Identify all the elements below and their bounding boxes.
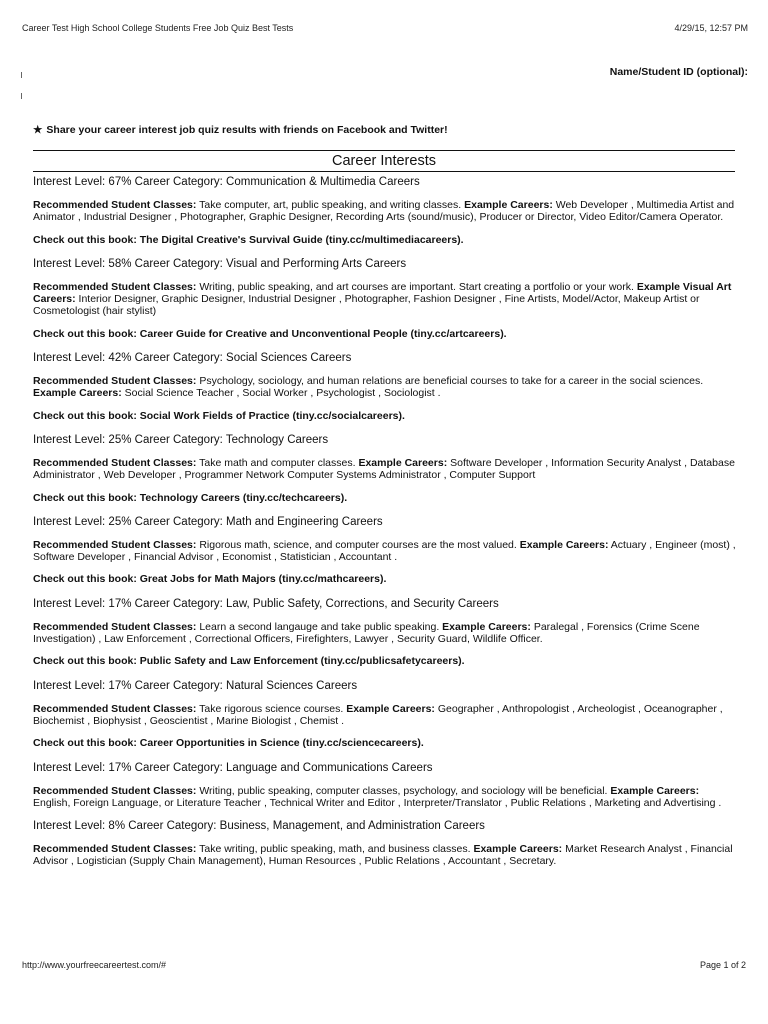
careers-label: Example Careers:	[33, 387, 122, 400]
book-label: Check out this book:	[33, 327, 137, 340]
interest-level-header: Interest Level: 25% Career Category: Math and Engineering Careers	[33, 515, 383, 528]
star-icon: ★	[33, 124, 43, 136]
recommended-classes	[33, 199, 739, 224]
interest-level-header: Interest Level: 17% Career Category: Law, Public Safety, Corrections, and Security Careers	[33, 597, 499, 610]
careers-label: Example Careers:	[519, 538, 609, 551]
classes-text: Take math and computer classes.	[199, 456, 356, 469]
classes-text: Writing, public speaking, computer classes, psychology, and sociology will be beneficial.	[199, 784, 608, 797]
book-label: Check out this book:	[33, 233, 137, 246]
classes-label: Recommended Student Classes:	[33, 280, 197, 293]
book-label: Check out this book:	[33, 409, 137, 422]
interest-level-header: Interest Level: 17% Career Category: Language and Communications Careers	[33, 761, 433, 774]
classes-text: Learn a second langauge and take public speaking.	[199, 620, 440, 633]
careers-label: Example Careers:	[442, 620, 531, 633]
classes-label: Recommended Student Classes:	[33, 538, 197, 551]
book-recommendation	[33, 655, 739, 667]
book-title: Career Opportunities in Science (tiny.cc/sciencecareers).	[139, 737, 424, 750]
career-entry	[33, 597, 739, 668]
careers-label: Example Careers:	[610, 784, 700, 797]
career-entry	[33, 515, 739, 586]
career-entry	[33, 819, 739, 868]
recommended-classes	[33, 785, 739, 810]
recommended-classes	[33, 457, 739, 482]
share-text: Share your career interest job quiz results with friends on Facebook and Twitter!	[46, 124, 448, 136]
classes-text: Rigorous math, science, and computer courses are the most valued.	[199, 538, 517, 551]
recommended-classes	[33, 281, 739, 318]
book-title: The Digital Creative's Survival Guide (tiny.cc/multimediacareers).	[139, 233, 464, 246]
classes-text: Take rigorous science courses.	[199, 702, 344, 715]
career-entry	[33, 257, 739, 340]
careers-text: Social Science Teacher , Social Worker , Psychologist , Sociologist .	[124, 387, 441, 400]
share-line	[33, 124, 448, 136]
recommended-classes	[33, 539, 739, 564]
careers-text: Market Research Analyst , Financial Advisor , Logistician (Supply Chain Management), Human Resources , Public Relations , Accountant , Secretary.	[33, 843, 733, 868]
careers-label: Example Careers:	[473, 843, 563, 856]
page-header-datetime: 4/29/15, 12:57 PM	[674, 23, 748, 33]
careers-label: Example Careers:	[346, 702, 435, 715]
classes-label: Recommended Student Classes:	[33, 702, 197, 715]
recommended-classes	[33, 621, 739, 646]
classes-label: Recommended Student Classes:	[33, 784, 197, 797]
book-title: Public Safety and Law Enforcement (tiny.cc/publicsafetycareers).	[139, 655, 465, 668]
section-top-rule	[33, 150, 735, 151]
book-label: Check out this book:	[33, 655, 137, 668]
classes-label: Recommended Student Classes:	[33, 843, 197, 856]
book-title: Career Guide for Creative and Unconventional People (tiny.cc/artcareers).	[139, 327, 507, 340]
book-title: Technology Careers (tiny.cc/techcareers).	[139, 491, 348, 504]
careers-text: Geographer , Anthropologist , Archeologist , Oceanographer , Biochemist , Biophysist , Geoscientist , Marine Biologist , Chemist .	[33, 702, 723, 727]
interest-level-header: Interest Level: 58% Career Category: Visual and Performing Arts Careers	[33, 257, 407, 270]
book-recommendation	[33, 492, 739, 504]
interest-level-header: Interest Level: 17% Career Category: Natural Sciences Careers	[33, 679, 358, 692]
book-recommendation	[33, 410, 739, 422]
interest-level-header: Interest Level: 8% Career Category: Business, Management, and Administration Careers	[33, 820, 485, 833]
book-label: Check out this book:	[33, 737, 137, 750]
classes-label: Recommended Student Classes:	[33, 199, 197, 211]
margin-mark	[21, 93, 22, 99]
recommended-classes	[33, 703, 739, 728]
interest-level-header: Interest Level: 67% Career Category: Communication & Multimedia Careers	[33, 176, 420, 188]
page-header-title: Career Test High School College Students Free Job Quiz Best Tests	[22, 23, 294, 33]
career-entry	[33, 679, 739, 750]
careers-text: Interior Designer, Graphic Designer, Industrial Designer , Photographer, Fashion Designer , Fine Artists, Model/Actor, Makeup Artist or Cosmetologist (hair stylist)	[33, 293, 700, 318]
career-entry	[33, 433, 739, 504]
book-label: Check out this book:	[33, 573, 137, 586]
book-title: Great Jobs for Math Majors (tiny.cc/mathcareers).	[139, 573, 387, 586]
section-title: Career Interests	[332, 153, 436, 169]
book-recommendation	[33, 737, 739, 749]
interest-level-header: Interest Level: 25% Career Category: Technology Careers	[33, 433, 329, 446]
careers-text: English, Foreign Language, or Literature Teacher , Technical Writer and Editor , Interpreter/Translator , Public Relations , Marketing and Advertising .	[33, 796, 722, 809]
book-recommendation	[33, 234, 739, 246]
careers-text: Software Developer , Information Security Analyst , Database Administrator , Web Developer , Programmer Network Computer Systems Administrator , Computer Support	[33, 456, 735, 482]
career-entry	[33, 351, 739, 422]
careers-label: Example Careers:	[358, 456, 448, 469]
name-field-label: Name/Student ID (optional):	[609, 66, 748, 78]
careers-text: Paralegal , Forensics (Crime Scene Investigation) , Law Enforcement , Correctional Officers, Firefighters, Lawyer , Security Guard, Wildlife Officer.	[33, 620, 700, 646]
margin-mark	[21, 72, 22, 78]
classes-text: Psychology, sociology, and human relations are beneficial courses to take for a career in the social sciences.	[199, 375, 704, 388]
careers-text: Web Developer , Multimedia Artist and Animator , Industrial Designer , Photographer, Graphic Designer, Recording Arts (sound/music), Producer or Director, Video Editor/Camera Operator.	[33, 199, 735, 224]
career-entries	[33, 175, 739, 878]
classes-label: Recommended Student Classes:	[33, 375, 197, 388]
page-footer-url: http://www.yourfreecareertest.com/#	[22, 960, 167, 970]
book-recommendation	[33, 328, 739, 340]
classes-label: Recommended Student Classes:	[33, 620, 197, 633]
classes-text: Writing, public speaking, and art courses are important. Start creating a portfolio or your work.	[199, 280, 634, 293]
career-entry	[33, 761, 739, 810]
classes-text: Take computer, art, public speaking, and writing classes.	[199, 199, 462, 211]
recommended-classes	[33, 843, 739, 868]
book-recommendation	[33, 573, 739, 585]
page-footer-number: Page 1 of 2	[699, 960, 746, 970]
classes-text: Take writing, public speaking, math, and business classes.	[199, 843, 471, 856]
classes-label: Recommended Student Classes:	[33, 456, 197, 469]
book-label: Check out this book:	[33, 491, 137, 504]
interest-level-header: Interest Level: 42% Career Category: Social Sciences Careers	[33, 352, 352, 365]
career-entry	[33, 175, 739, 246]
recommended-classes	[33, 375, 739, 400]
careers-text: Actuary , Engineer (most) , Software Developer , Financial Advisor , Economist , Statistician , Accountant .	[33, 538, 736, 564]
section-bottom-rule	[33, 171, 735, 172]
careers-label: Example Careers:	[464, 199, 553, 211]
book-title: Social Work Fields of Practice (tiny.cc/socialcareers).	[139, 409, 405, 422]
careers-label: Example Visual Art Careers:	[33, 280, 732, 306]
